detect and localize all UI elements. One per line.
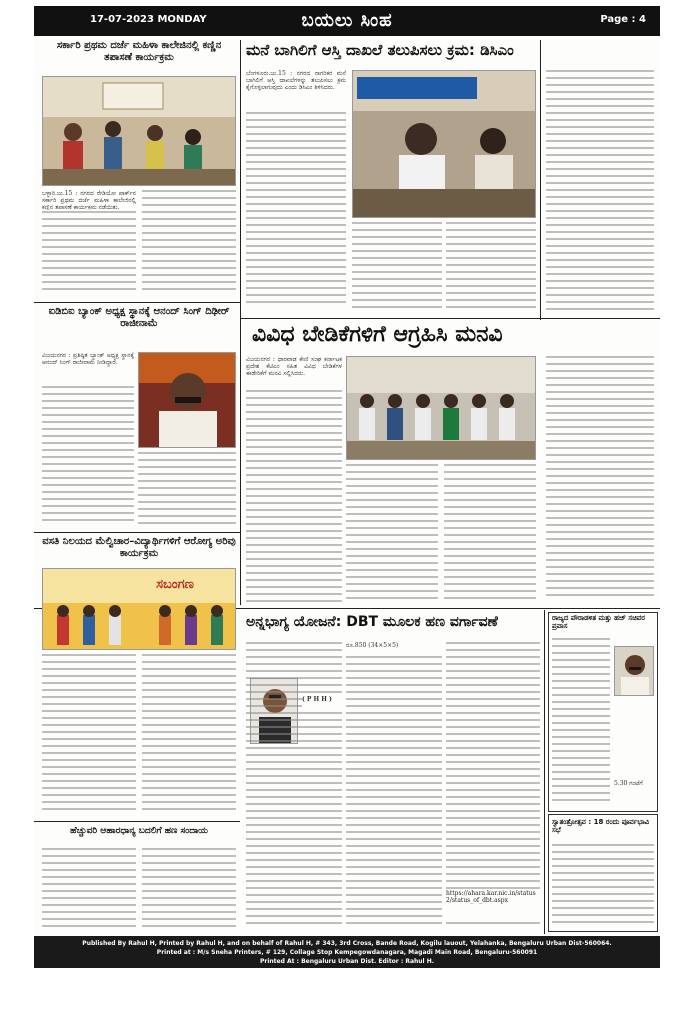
headline-health-awareness: ವಸತಿ ನಿಲಯದ ಮೆಲ್ವಿಚಾರ–ವಿದ್ಯಾರ್ಥಿಗಳಿಗೆ ಆರೋಗ್ಯ ಅರಿವು ಕಾರ್ಯಕ್ರಮ [42,536,236,559]
article-body-annabhagya [246,642,342,932]
newspaper-name: ಬಯಲು ಸಿಂಹ [301,10,393,31]
masthead [34,6,660,36]
article-body-memorandum-3 [444,464,536,606]
article-body-property-docs [246,112,346,312]
article-body-property-docs-2 [352,222,442,312]
amount-label: ರೂ.850 (34×5×5) [346,642,442,652]
dbt-status-link[interactable]: https://ahara.kar.nic.in/status2/status_of_dbt.aspx [446,890,540,918]
article-body-property-docs-4 [546,70,654,314]
imprint-line-2: Printed at : M/s Sneha Printers, # 129, Collage Stop Kempegowdanagara, Magadi Main Road, Bengaluru-560091 [156,949,538,956]
event-banner-text: ಸಬಂಗಣ [156,578,194,592]
tour-time: 5.30 ಗಂಟೆಗೆ [614,780,656,790]
section-rule [34,532,240,533]
imprint-footer [34,936,660,968]
article-body-resignation-2 [138,452,236,530]
article-body-memorandum-2 [346,464,438,606]
section-rule [34,302,240,303]
lead-memorandum: ವಿಜಯನಗರ : ಧಾರವಾಡ ಕೇಣಿ ಸಂಘ ಕರ್ನಾಟಕ ಪ್ರದೇಶ ಕೆಟಿಎಂ ಸಹಿತ ವಿವಿಧ ಬೇಡಿಕೆಗಳ ಈಡೇರಿಕೆಗೆ ಮನವಿ ಸಲ್ಲಿಸಿದರು. [246,356,342,377]
photo-dcm-meeting [352,70,536,218]
article-body-eye-checkup-2 [142,190,236,300]
headline-property-docs: ಮನೆ ಬಾಗಿಲಿಗೆ ಆಸ್ತಿ ದಾಖಲೆ ತಲುಪಿಸಲು ಕ್ರಮ: ಡಿಸಿಎಂ [246,42,514,59]
article-body-resignation [42,386,134,530]
imprint-line-1: Published By Rahul H, Printed by Rahul H, and on behalf of Rahul H, # 343, 3rd Cross, Bande Road, Kogilu lauout, Yelahanka, Bengaluru Urban Dist-560064. [82,940,612,947]
headline-memorandum: ವಿವಿಧ ಬೇಡಿಕೆಗಳಿಗೆ ಆಗ್ರಹಿಸಿ ಮನವಿ [252,322,503,347]
headline-minister-tour: ರಾಜ್ಯದ ಪೌರಾಡಳಿತ ಮತ್ತು ಹಜ್ ಸಚಿವರ ಪ್ರವಾಸ [552,614,645,631]
headline-independence-day: ಸ್ವಾತಂತ್ರೋತ್ಸವ : 18 ರಂದು ಪೂರ್ವಭಾವಿ ಸಭೆ [552,818,650,835]
headline-resignation: ಐಡಿಬಿಐ ಬ್ಯಾಂಕ್ ಅಧ್ಯಕ್ಷ ಸ್ಥಾನಕ್ಕೆ ಆನಂದ್ ಸಿಂಗ್ ದಿಢೀರ್ ರಾಜೀನಾಮೆ [48,306,230,329]
photo-eye-checkup [42,76,236,186]
article-body-annabhagya-3 [446,642,540,932]
article-body-memorandum [246,390,342,606]
phh-label: ( P H H ) [302,696,342,710]
lead-property-docs: ಬೆಂಗಳೂರು.ಜು.15 : ನಗರದ ನಾಗರಿಕರ ಮನೆ ಬಾಗಿಲಿಗೆ ಆಸ್ತಿ ದಾಖಲೆಗಳನ್ನು ತಲುಪಿಸಲು ಕ್ರಮ ಕೈಗೊಳ್ಳಲಾಗುವುದು ಎಂದು ಡಿಸಿಎಂ ತಿಳಿಸಿದರು. [246,70,346,91]
article-body-minister-tour [552,638,610,808]
photo-anand-singh [138,352,236,448]
headline-eye-checkup: ಸರ್ಕಾರಿ ಪ್ರಥಮ ದರ್ಜೆ ಮಹಿಳಾ ಕಾಲೇಜಿನಲ್ಲಿ ಕಣ್ಣಿನ ತಪಾಸಣೆ ಕಾರ್ಯಕ್ರಮ [56,40,222,63]
photo-minister [614,646,654,696]
issue-date: 17-07-2023 MONDAY [90,14,207,25]
column-rule [544,610,545,934]
section-rule [34,821,240,822]
column-rule [540,40,541,320]
article-body-memorandum-4 [546,356,654,606]
photo-memorandum [346,356,536,460]
lead-resignation: ವಿಜಯನಗರ : ಪ್ರತಿಷ್ಠಿತ ಬ್ಯಾಂಕ್ ಅಧ್ಯಕ್ಷ ಸ್ಥಾನಕ್ಕೆ ಆನಂದ್ ಸಿಂಗ್ ರಾಜೀನಾಮೆ ನೀಡಿದ್ದಾರೆ. [42,352,134,366]
article-body-food-grains-2 [142,848,236,932]
article-body-health-awareness [42,654,136,818]
article-body-annabhagya-2 [346,642,442,932]
article-body-property-docs-3 [446,222,536,312]
article-body-health-awareness-2 [142,654,236,818]
section-rule [240,318,660,319]
headline-food-grains: ಹೆಚ್ಚುವರಿ ಆಹಾರಧಾನ್ಯ ಬದಲಿಗೆ ಹಣ ಸಂದಾಯ [70,826,208,836]
newspaper-page [34,6,660,968]
imprint-line-3: Printed At : Bengaluru Urban Dist. Editor : Rahul H. [259,958,434,965]
headline-annabhagya: ಅನ್ನಭಾಗ್ಯ ಯೋಜನೆ: DBT ಮೂಲಕ ಹಣ ವರ್ಗಾವಣೆ [246,614,498,630]
page-number: Page : 4 [600,14,646,25]
article-body-independence-day [552,844,654,928]
lead-eye-checkup: ಬಳ್ಳಾರಿ.ಜು.15 : ನಗರದ ರೇಡಿಯೋ ಪಾರ್ಕ್‌ನ ಸರ್ಕಾರಿ ಪ್ರಥಮ ದರ್ಜೆ ಮಹಿಳಾ ಕಾಲೇಜಿನಲ್ಲಿ ಕಣ್ಣಿನ ತಪಾಸಣೆ ಕಾರ್ಯಕ್ರಮ ನಡೆಯಿತು. [42,190,136,210]
article-body-food-grains [42,848,136,932]
column-rule [240,40,241,605]
